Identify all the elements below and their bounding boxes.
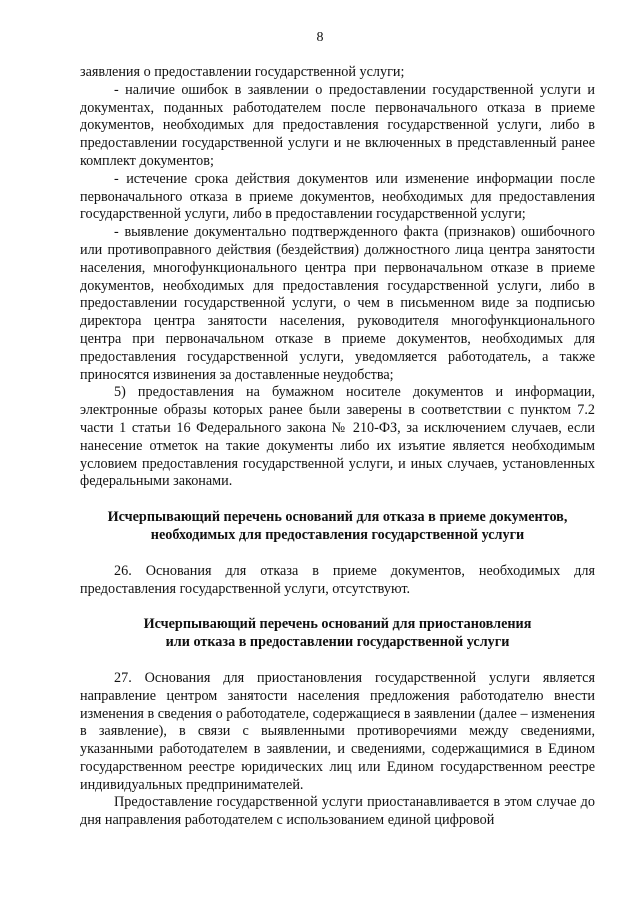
paragraph: - наличие ошибок в заявлении о предоставлении государственной услуги и документах, поданных работодателем после первоначального отказа в приеме документов, необходимых для предоставления государственной услуги, либо в предоставлении государственной услуги и не включенных в представленный ранее комплект документов; <box>80 81 595 169</box>
paragraph: 26. Основания для отказа в приеме документов, необходимых для предоставления государственной услуги, отсутствуют. <box>80 562 595 597</box>
heading-line: Исчерпывающий перечень оснований для отказа в приеме документов, <box>107 509 568 526</box>
heading-line: необходимых для предоставления государственной услуги <box>150 526 525 543</box>
paragraph: - истечение срока действия документов или изменение информации после первоначального отказа в приеме документов, необходимых для предоставления государственной услуги, либо в предоставлении государственной услуги; <box>80 170 595 223</box>
page-number: 8 <box>316 30 324 45</box>
paragraph: 27. Основания для приостановления государственной услуги является направление центром занятости населения предложения работодателю внести изменения в сведения о работодателе, содержащиеся в заявлении (далее – изменения в заявление), в связи с выявленными противоречиями между сведениями, указанными работодателем в заявлении, и сведениями, содержащимися в Едином государственном реестре юридических лиц или Едином государственном реестре индивидуальных предпринимателей. <box>80 669 595 793</box>
document-body <box>80 64 595 830</box>
paragraph: 5) предоставления на бумажном носителе документов и информации, электронные образы которых ранее были заверены в соответствии с пунктом 7.2 части 1 статьи 16 Федерального закона № 210-ФЗ, за исключением случаев, если нанесение отметок на такие документы либо их изъятие является необходимым условием предоставления государственной услуги, и иных случаев, установленных федеральными законами. <box>80 384 595 490</box>
section-heading <box>80 616 595 652</box>
heading-line: Исчерпывающий перечень оснований для приостановления <box>143 616 532 633</box>
paragraph: Предоставление государственной услуги приостанавливается в этом случае до дня направления работодателем с использованием единой цифровой <box>80 794 595 829</box>
heading-line: или отказа в предоставлении государственной услуги <box>165 634 510 651</box>
paragraph: заявления о предоставлении государственной услуги; <box>80 64 405 80</box>
paragraph: - выявление документально подтвержденного факта (признаков) ошибочного или противоправного действия (бездействия) должностного лица центра занятости населения, многофункционального центра при первоначальном отказе в приеме документов, необходимых для предоставления государственной услуги, либо в предоставлении государственной услуги, о чем в письменном виде за подписью директора центра занятости населения, руководителя многофункционального центра при первоначальном отказе в приеме документов, необходимых для предоставления государственной услуги, уведомляется работодатель, а также приносятся извинения за доставленные неудобства; <box>80 224 595 383</box>
section-heading <box>80 509 595 545</box>
